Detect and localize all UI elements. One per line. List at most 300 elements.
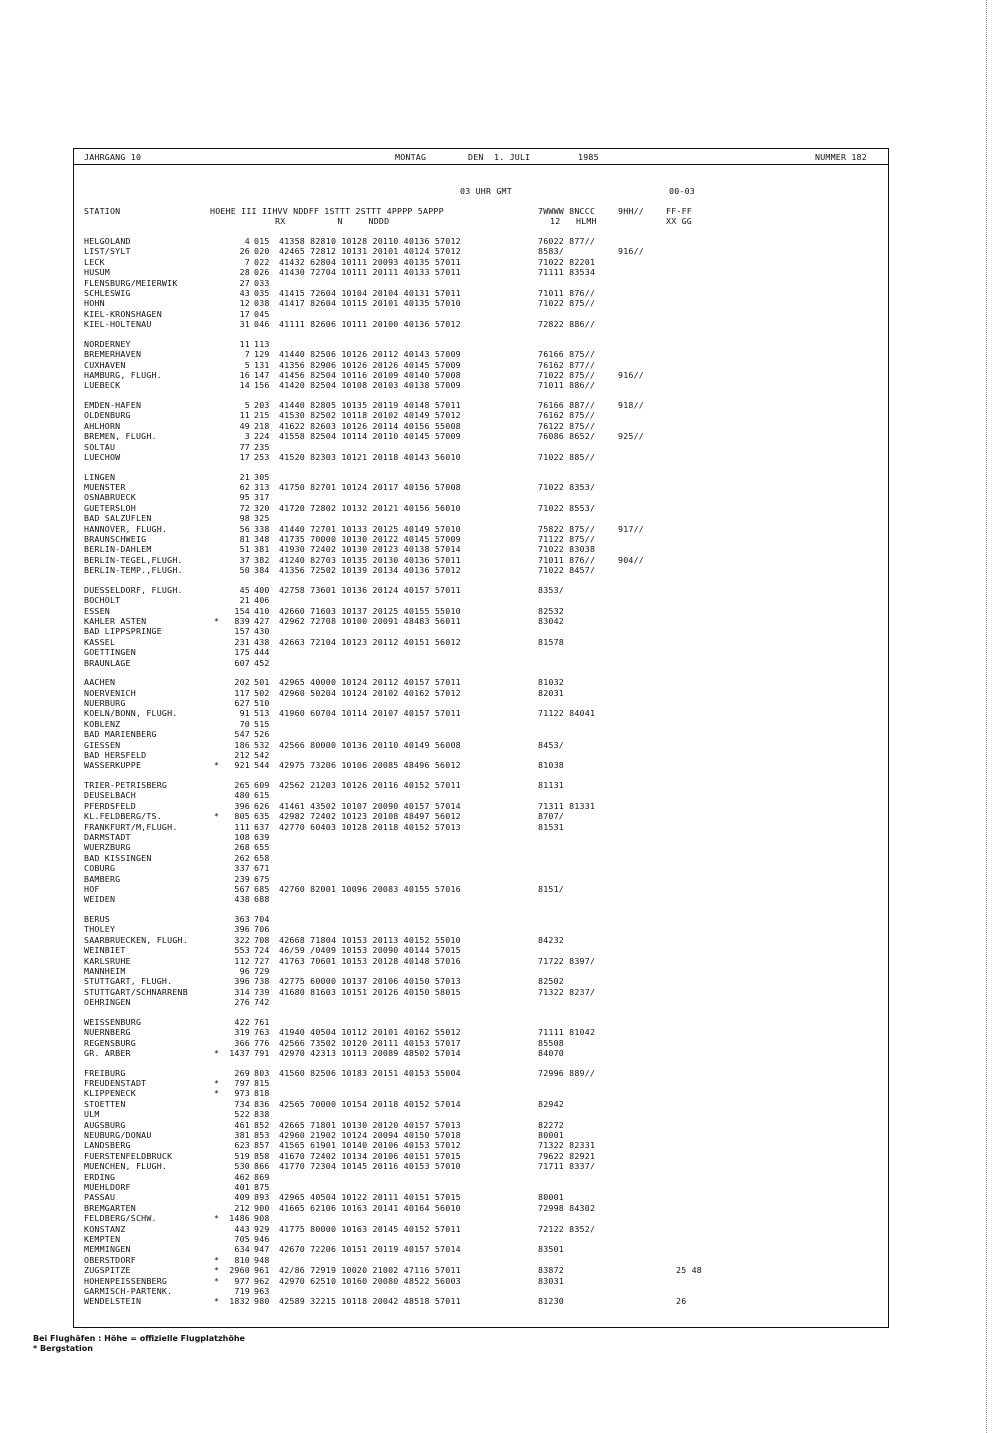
weekday: MONTAG — [395, 152, 427, 162]
mountain-marker: * — [214, 1088, 220, 1099]
height-value: 77 — [239, 441, 250, 452]
weather-groups: 71711 8337/ — [538, 1161, 596, 1172]
weather-groups: 71722 8397/ — [538, 955, 596, 966]
table-row — [84, 319, 879, 329]
station-index: 893 — [254, 1192, 270, 1203]
station-name: BAD MARIENBERG — [84, 729, 157, 740]
synop-groups: 41750 82701 10124 20117 40156 57008 — [279, 482, 461, 492]
table-row — [84, 1296, 879, 1306]
station-name: KEMPTEN — [84, 1234, 121, 1244]
synop-groups: 42660 71603 10137 20125 40155 55010 — [279, 605, 461, 616]
table-row — [84, 1192, 879, 1202]
mountain-marker: * — [214, 1275, 220, 1286]
station-name: LIST/SYLT — [84, 246, 131, 257]
weather-groups: 81038 — [538, 760, 564, 771]
synop-groups: 41665 62106 10163 20141 40164 56010 — [279, 1202, 461, 1213]
height-value: 401 — [234, 1182, 250, 1192]
station-name: COBURG — [84, 863, 116, 874]
height-value: 11 — [239, 338, 250, 349]
table-row — [84, 1234, 879, 1244]
height-value: 719 — [234, 1286, 250, 1296]
station-index: 791 — [254, 1048, 270, 1058]
station-index: 305 — [254, 471, 270, 482]
station-index: 869 — [254, 1171, 270, 1182]
height-value: 117 — [234, 687, 250, 698]
table-row — [84, 257, 879, 267]
table-row — [84, 822, 879, 832]
table-row — [84, 780, 879, 790]
height-value: 95 — [239, 492, 250, 503]
table-row — [84, 997, 879, 1007]
station-name: HAMBURG, FLUGH. — [84, 370, 162, 380]
weather-groups: 76022 877// — [538, 236, 596, 246]
height-value: 45 — [239, 584, 250, 595]
synop-groups: 41720 72802 10132 20121 40156 56010 — [279, 502, 461, 513]
synop-groups: 41763 70601 10153 20128 40148 57016 — [279, 955, 461, 966]
weather-groups: 76162 877// — [538, 359, 596, 370]
synop-groups: 41417 82604 10115 20101 40135 57010 — [279, 298, 461, 309]
height-value: 363 — [234, 914, 250, 924]
synop-groups: 41430 72704 10111 20111 40133 57011 — [279, 267, 461, 278]
station-index: 961 — [254, 1265, 270, 1276]
table-row — [84, 740, 879, 750]
height-value: 26 — [239, 246, 250, 257]
station-name: KAHLER ASTEN — [84, 616, 147, 626]
table-row — [84, 647, 879, 657]
weather-groups: 84070 — [538, 1048, 564, 1058]
height-value: 268 — [234, 842, 250, 853]
table-row — [84, 565, 879, 575]
station-name: MUENCHEN, FLUGH. — [84, 1161, 168, 1172]
den-label: DEN — [468, 152, 484, 162]
weather-groups: 83501 — [538, 1244, 564, 1255]
weather-groups: 8707/ — [538, 811, 564, 822]
nine-group: 916// — [618, 246, 644, 257]
jahrgang: JAHRGANG 10 — [84, 152, 142, 162]
synop-groups: 42982 72402 10123 20108 48497 56012 — [279, 811, 461, 822]
synop-groups: 41775 80000 10163 20145 40152 57011 — [279, 1223, 461, 1234]
station-index: 947 — [254, 1244, 270, 1255]
station-name: PASSAU — [84, 1192, 116, 1203]
station-index: 406 — [254, 595, 270, 606]
station-name: BERLIN-DAHLEM — [84, 544, 152, 555]
table-row — [84, 688, 879, 698]
synop-groups: 42960 21902 10124 20094 40150 57018 — [279, 1130, 461, 1140]
table-row — [84, 677, 879, 687]
station-name: GR. ARBER — [84, 1048, 131, 1058]
height-value: 973 — [234, 1088, 250, 1099]
mountain-marker: * — [214, 616, 220, 626]
weather-groups: 80001 — [538, 1130, 564, 1140]
height-value: 212 — [234, 750, 250, 760]
table-row — [84, 482, 879, 492]
table-row — [84, 914, 879, 924]
bulletin-frame — [73, 148, 889, 1328]
synop-groups: 42670 72206 10151 20119 40157 57014 — [279, 1244, 461, 1255]
weather-groups: 71022 8457/ — [538, 565, 596, 576]
station-index: 502 — [254, 687, 270, 698]
table-row — [84, 1099, 879, 1109]
synop-groups: 41565 61901 10140 20106 40153 57012 — [279, 1140, 461, 1151]
table-row — [84, 884, 879, 894]
synop-groups: 42/86 72919 10020 21002 47116 57011 — [279, 1265, 461, 1276]
station-index: 515 — [254, 718, 270, 729]
height-value: 977 — [234, 1275, 250, 1286]
table-row — [84, 288, 879, 298]
weather-groups: 84232 — [538, 934, 564, 945]
table-row — [84, 349, 879, 359]
table-row — [84, 555, 879, 565]
height-value: 212 — [234, 1202, 250, 1213]
height-value: 21 — [239, 595, 250, 606]
table-row — [84, 966, 879, 976]
synop-groups: 41670 72402 10134 20106 40151 57015 — [279, 1150, 461, 1161]
nine-group: 904// — [618, 554, 644, 565]
station-name: BERLIN-TEMP.,FLUGH. — [84, 565, 183, 576]
station-index: 035 — [254, 288, 270, 298]
station-index: 980 — [254, 1296, 270, 1307]
weather-groups: 81032 — [538, 677, 564, 688]
weather-groups: 76122 875// — [538, 420, 596, 431]
height-value: 7 — [244, 256, 250, 267]
station-index: 348 — [254, 534, 270, 544]
synop-groups: 41558 82504 10114 20110 40145 57009 — [279, 431, 461, 442]
station-name: HANNOVER, FLUGH. — [84, 523, 168, 534]
synop-groups: 42465 72812 10131 20101 40124 57012 — [279, 246, 461, 257]
col-9hh: 9HH// — [618, 206, 644, 216]
synop-groups: 41420 82504 10108 20103 40138 57009 — [279, 380, 461, 391]
station-index: 020 — [254, 246, 270, 257]
scan-margin-line — [986, 0, 987, 1433]
height-value: 810 — [234, 1254, 250, 1265]
mountain-marker: * — [214, 1296, 220, 1307]
station-name: FUERSTENFELDBRUCK — [84, 1150, 173, 1161]
height-value: 21 — [239, 471, 250, 482]
height-value: 81 — [239, 534, 250, 544]
synop-groups: 41930 72402 10130 20123 40138 57014 — [279, 544, 461, 555]
table-row — [84, 637, 879, 647]
table-row — [84, 1151, 879, 1161]
weather-groups: 71022 82201 — [538, 256, 596, 267]
height-value: 56 — [239, 523, 250, 534]
table-row — [84, 421, 879, 431]
height-value: 262 — [234, 852, 250, 863]
station-index: 853 — [254, 1130, 270, 1140]
height-value: 734 — [234, 1098, 250, 1109]
station-name: SOLTAU — [84, 441, 116, 452]
station-index: 671 — [254, 863, 270, 874]
height-value: 276 — [234, 997, 250, 1008]
table-row — [84, 1038, 879, 1048]
table-row — [84, 298, 879, 308]
station-name: FLENSBURG/MEIERWIK — [84, 277, 178, 288]
station-index: 655 — [254, 842, 270, 853]
table-row — [84, 1130, 879, 1140]
station-name: LUEBECK — [84, 380, 121, 391]
height-value: 49 — [239, 420, 250, 431]
table-row — [84, 1017, 879, 1027]
station-name: FREUDENSTADT — [84, 1078, 147, 1088]
station-index: 026 — [254, 267, 270, 278]
height-value: 443 — [234, 1223, 250, 1234]
weather-groups: 83872 — [538, 1265, 564, 1276]
weather-groups: 72122 8352/ — [538, 1223, 596, 1234]
synop-groups: 41432 62804 10111 20093 40135 57011 — [279, 256, 461, 267]
station-name: GIESSEN — [84, 739, 121, 750]
table-row — [84, 410, 879, 420]
table-row — [84, 1244, 879, 1254]
height-value: 7 — [244, 349, 250, 360]
synop-groups: 41680 81603 10151 20126 40150 58015 — [279, 986, 461, 997]
station-index: 381 — [254, 544, 270, 555]
table-row — [84, 452, 879, 462]
station-index: 900 — [254, 1202, 270, 1213]
station-name: BREMEN, FLUGH. — [84, 431, 157, 442]
station-name: BREMERHAVEN — [84, 349, 142, 360]
table-row — [84, 492, 879, 502]
height-value: 239 — [234, 873, 250, 884]
table-row — [84, 431, 879, 441]
height-value: 3 — [244, 431, 250, 442]
station-name: HOHN — [84, 298, 105, 309]
table-row — [84, 236, 879, 246]
station-index: 113 — [254, 338, 270, 349]
station-index: 724 — [254, 945, 270, 956]
synop-groups: 41520 82303 10121 20118 40143 56010 — [279, 452, 461, 462]
height-value: 51 — [239, 544, 250, 555]
time-range: 00-03 — [669, 186, 695, 196]
station-name: BAD SALZUFLEN — [84, 513, 152, 524]
height-value: 202 — [234, 677, 250, 688]
weather-groups: 71022 885// — [538, 452, 596, 462]
station-name: STUTTGART, FLUGH. — [84, 976, 173, 987]
height-value: 2960 — [229, 1265, 250, 1276]
station-index: 803 — [254, 1067, 270, 1078]
table-row — [84, 1255, 879, 1265]
table-row — [84, 935, 879, 945]
weather-groups: 72822 886// — [538, 319, 596, 330]
mountain-marker: * — [214, 811, 220, 822]
table-row — [84, 832, 879, 842]
station-name: ERDING — [84, 1171, 116, 1182]
weather-groups: 81578 — [538, 636, 564, 647]
station-index: 501 — [254, 677, 270, 688]
synop-groups: 41530 82502 10118 20102 40149 57012 — [279, 410, 461, 421]
station-index: 742 — [254, 997, 270, 1008]
table-row — [84, 616, 879, 626]
height-value: 462 — [234, 1171, 250, 1182]
synop-groups: 41240 82703 10135 20130 40136 57011 — [279, 554, 461, 565]
height-value: 607 — [234, 657, 250, 668]
height-value: 634 — [234, 1244, 250, 1255]
col-station: STATION — [84, 206, 121, 216]
station-index: 704 — [254, 914, 270, 924]
height-value: 269 — [234, 1067, 250, 1078]
station-name: NORDERNEY — [84, 338, 131, 349]
table-row — [84, 370, 879, 380]
weather-groups: 8583/ — [538, 246, 564, 257]
station-name: THOLEY — [84, 924, 116, 935]
height-value: 4 — [244, 236, 250, 246]
mountain-marker: * — [214, 1265, 220, 1276]
synop-groups: 42663 72104 10123 20112 40151 56012 — [279, 636, 461, 647]
height-value: 921 — [234, 760, 250, 771]
table-row — [84, 945, 879, 955]
table-row — [84, 1161, 879, 1171]
height-value: 522 — [234, 1109, 250, 1120]
station-name: DARMSTADT — [84, 832, 131, 842]
height-value: 1832 — [229, 1296, 250, 1307]
height-value: 567 — [234, 884, 250, 894]
weather-groups: 81531 — [538, 821, 564, 832]
station-name: KL.FELDBERG/TS. — [84, 811, 162, 822]
synop-groups: 41735 70000 10130 20122 40145 57009 — [279, 534, 461, 544]
table-row — [84, 1276, 879, 1286]
station-index: 875 — [254, 1182, 270, 1192]
weather-groups: 71322 8237/ — [538, 986, 596, 997]
height-value: 175 — [234, 647, 250, 658]
table-row — [84, 874, 879, 884]
height-value: 480 — [234, 790, 250, 801]
height-value: 157 — [234, 626, 250, 637]
height-value: 322 — [234, 934, 250, 945]
station-index: 962 — [254, 1275, 270, 1286]
station-index: 129 — [254, 349, 270, 360]
synop-groups: 42962 72708 10100 20091 48483 56011 — [279, 616, 461, 626]
weather-groups: 82942 — [538, 1098, 564, 1109]
table-row — [84, 1078, 879, 1088]
station-name: WEINBIET — [84, 945, 126, 956]
table-row — [84, 1203, 879, 1213]
station-name: BREMGARTEN — [84, 1202, 136, 1213]
synop-groups: 41356 82906 10126 20126 40145 57009 — [279, 359, 461, 370]
height-value: 623 — [234, 1140, 250, 1151]
station-name: GUETERSLOH — [84, 502, 136, 513]
table-row — [84, 1109, 879, 1119]
station-index: 727 — [254, 955, 270, 966]
height-value: 108 — [234, 832, 250, 842]
nine-group: 917// — [618, 523, 644, 534]
height-value: 319 — [234, 1027, 250, 1038]
station-index: 444 — [254, 647, 270, 658]
station-index: 738 — [254, 976, 270, 987]
station-index: 147 — [254, 370, 270, 380]
table-row — [84, 595, 879, 605]
table-row — [84, 719, 879, 729]
station-index: 156 — [254, 380, 270, 391]
synop-groups: 41461 43502 10107 20090 40157 57014 — [279, 800, 461, 811]
station-index: 320 — [254, 502, 270, 513]
weather-groups: 71111 81042 — [538, 1027, 596, 1038]
station-index: 131 — [254, 359, 270, 370]
weather-groups: 71011 886// — [538, 380, 596, 391]
table-row — [84, 708, 879, 718]
station-index: 235 — [254, 441, 270, 452]
height-value: 381 — [234, 1130, 250, 1140]
weather-groups: 71022 875// — [538, 370, 596, 380]
weather-groups: 8353/ — [538, 584, 564, 595]
weather-groups: 71022 875// — [538, 298, 596, 309]
station-index: 038 — [254, 298, 270, 309]
station-index: 688 — [254, 894, 270, 905]
table-row — [84, 698, 879, 708]
col-main-sub: RX N NDDD — [275, 216, 390, 226]
synop-groups: 42758 73601 10136 20124 40157 57011 — [279, 584, 461, 595]
table-row — [84, 750, 879, 760]
station-index: 706 — [254, 924, 270, 935]
station-index: 438 — [254, 636, 270, 647]
header-rule — [74, 164, 888, 165]
table-row — [84, 380, 879, 390]
table-row — [84, 626, 879, 636]
synop-groups: 42562 21203 10126 20116 40152 57011 — [279, 780, 461, 790]
height-value: 805 — [234, 811, 250, 822]
station-name: EMDEN-HAFEN — [84, 400, 142, 410]
height-value: 5 — [244, 400, 250, 410]
height-value: 265 — [234, 780, 250, 790]
station-name: HUSUM — [84, 267, 110, 278]
station-name: OEHRINGEN — [84, 997, 131, 1008]
station-index: 866 — [254, 1161, 270, 1172]
table-row — [84, 1027, 879, 1037]
station-name: AACHEN — [84, 677, 116, 688]
height-value: 396 — [234, 976, 250, 987]
col-ff: FF-FF — [666, 206, 692, 216]
station-name: MUENSTER — [84, 482, 126, 492]
station-name: BERUS — [84, 914, 110, 924]
height-value: 70 — [239, 718, 250, 729]
mountain-marker: * — [214, 760, 220, 771]
station-name: OSNABRUECK — [84, 492, 136, 503]
station-index: 908 — [254, 1213, 270, 1224]
table-row — [84, 503, 879, 513]
table-row — [84, 811, 879, 821]
table-row — [84, 1224, 879, 1234]
station-name: KOELN/BONN, FLUGH. — [84, 708, 178, 719]
height-value: 111 — [234, 821, 250, 832]
height-value: 314 — [234, 986, 250, 997]
synop-groups: 41440 72701 10133 20125 40149 57010 — [279, 523, 461, 534]
table-row — [84, 1088, 879, 1098]
height-value: 547 — [234, 729, 250, 740]
station-index: 963 — [254, 1286, 270, 1296]
height-value: 186 — [234, 739, 250, 750]
table-row — [84, 1172, 879, 1182]
station-name: SCHLESWIG — [84, 288, 131, 298]
weather-groups: 71011 876// — [538, 554, 596, 565]
station-index: 313 — [254, 482, 270, 492]
synop-groups: 42589 32215 10118 20042 48518 57011 — [279, 1296, 461, 1307]
station-index: 635 — [254, 811, 270, 822]
station-index: 045 — [254, 308, 270, 319]
height-value: 17 — [239, 452, 250, 462]
station-name: HELGOLAND — [84, 236, 131, 246]
weather-groups: 71322 82331 — [538, 1140, 596, 1151]
height-value: 839 — [234, 616, 250, 626]
synop-groups: 41940 40504 10112 20101 40162 55012 — [279, 1027, 461, 1038]
synop-groups: 42770 60403 10128 20118 40152 57013 — [279, 821, 461, 832]
station-name: ESSEN — [84, 605, 110, 616]
weather-groups: 85508 — [538, 1037, 564, 1048]
station-index: 400 — [254, 584, 270, 595]
table-row — [84, 585, 879, 595]
weather-groups: 71022 8353/ — [538, 482, 596, 492]
table-row — [84, 339, 879, 349]
station-index: 338 — [254, 523, 270, 534]
station-name: WUERZBURG — [84, 842, 131, 853]
observation-time: 03 UHR GMT — [460, 186, 512, 196]
weather-groups: 82502 — [538, 976, 564, 987]
